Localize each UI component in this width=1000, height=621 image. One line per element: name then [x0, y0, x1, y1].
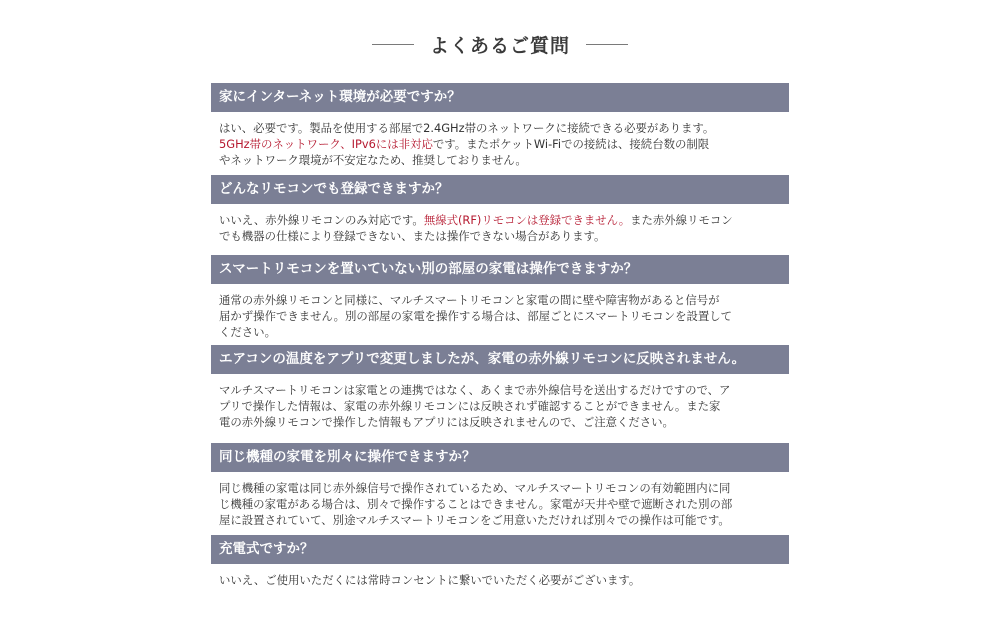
answer-line [219, 324, 789, 340]
faq-item-4 [211, 345, 789, 430]
faq-question: スマートリモコンを置いていない別の部屋の家電は操作できますか？ [211, 255, 789, 284]
answer-text: です。またポケットWi-Fiでの接続は、接続台数の制限 [432, 137, 710, 151]
answer-line [219, 398, 789, 414]
answer-line [219, 480, 789, 496]
answer-text: でも機器の仕様により登録できない、または操作できない場合があります。 [219, 229, 606, 243]
faq-question: 同じ機種の家電を別々に操作できますか？ [211, 443, 789, 472]
faq-answer [211, 480, 789, 528]
faq-answer [211, 292, 789, 340]
faq-question: 家にインターネット環境が必要ですか？ [211, 83, 789, 112]
faq-answer [211, 382, 789, 430]
answer-text: また赤外線リモコン [630, 213, 733, 227]
faq-question: どんなリモコンでも登録できますか？ [211, 175, 789, 204]
faq-item-1 [211, 83, 789, 168]
answer-line [219, 414, 789, 430]
answer-text: マルチスマートリモコンは家電との連携ではなく、あくまで赤外線信号を送出するだけですので、ア [219, 383, 731, 397]
answer-text: はい、必要です。製品を使用する部屋で2.4GHz帯のネットワークに接続できる必要があります。 [219, 121, 715, 135]
answer-line [219, 572, 789, 588]
answer-line [219, 212, 789, 228]
answer-text: 電の赤外線リモコンで操作した情報もアプリには反映されませんので、ご注意ください。 [219, 415, 674, 429]
answer-text: 通常の赤外線リモコンと同様に、マルチスマートリモコンと家電の間に壁や障害物があると信号が [219, 293, 720, 307]
answer-highlight-text: 5GHz帯のネットワーク、IPv6には非対応 [219, 137, 433, 151]
answer-text: いいえ、ご使用いただくには常時コンセントに繋いでいただく必要がございます。 [219, 573, 641, 587]
page-heading [0, 31, 1000, 57]
faq-item-3 [211, 255, 789, 340]
answer-text: 同じ機種の家電は同じ赤外線信号で操作されているため、マルチスマートリモコンの有効範囲内に同 [219, 481, 731, 495]
answer-text: いいえ、赤外線リモコンのみ対応です。 [219, 213, 424, 227]
answer-text: プリで操作した情報は、家電の赤外線リモコンには反映されず確認することができません。また家 [219, 399, 721, 413]
faq-question: エアコンの温度をアプリで変更しましたが、家電の赤外線リモコンに反映されません。 [211, 345, 789, 374]
page-title: よくあるご質問 [429, 34, 570, 57]
faq-question: 充電式ですか？ [211, 535, 789, 564]
answer-line [219, 292, 789, 308]
faq-answer [211, 120, 789, 168]
faq-answer [211, 572, 789, 588]
heading-right-rule [586, 44, 628, 45]
answer-text: じ機種の家電がある場合は、別々で操作することはできません。家電が天井や壁で遮断された別の部 [219, 497, 733, 511]
answer-line [219, 152, 789, 168]
faq-item-2 [211, 175, 789, 244]
answer-line [219, 228, 789, 244]
answer-line [219, 382, 789, 398]
answer-line [219, 512, 789, 528]
answer-line [219, 496, 789, 512]
answer-line [219, 120, 789, 136]
answer-text: 届かず操作できません。別の部屋の家電を操作する場合は、部屋ごとにスマートリモコンを設置して [219, 309, 733, 323]
answer-line [219, 136, 789, 152]
faq-item-5 [211, 443, 789, 528]
answer-highlight-text: 無線式(RF)リモコンは登録できません。 [423, 213, 631, 227]
faq-answer [211, 212, 789, 244]
answer-text: ください。 [219, 325, 276, 339]
answer-line [219, 308, 789, 324]
faq-item-6 [211, 535, 789, 588]
heading-left-rule [372, 44, 414, 45]
answer-text: 屋に設置されていて、別途マルチスマートリモコンをご用意いただければ別々での操作は可能です。 [219, 513, 730, 527]
answer-text: やネットワーク環境が不安定なため、推奨しておりません。 [219, 153, 527, 167]
